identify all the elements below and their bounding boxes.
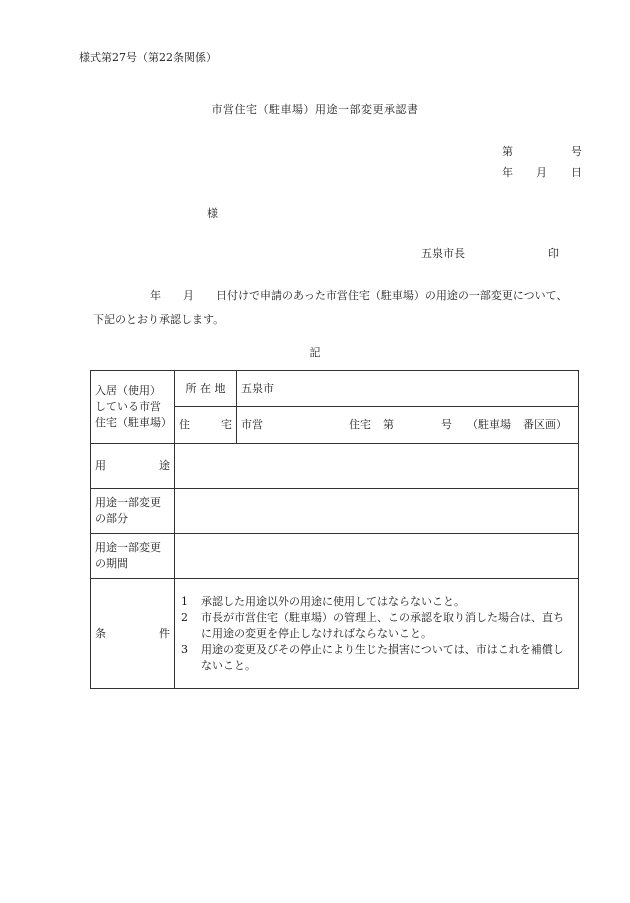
period-value: [175, 534, 579, 579]
document-title: 市営住宅（駐車場）用途一部変更承認書: [211, 103, 419, 116]
document-number-go: 号: [571, 145, 582, 158]
resident-label: 入居（使用）している市営住宅（駐車場）: [91, 371, 175, 444]
body-text-line1: 年 月 日付けで申請のあった市営住宅（駐車場）の用途の一部変更について、: [150, 289, 568, 302]
condition-item: 1 承認した用途以外の用途に使用してはならないこと。: [181, 594, 465, 608]
housing-value: 市営 住宅 第 号 （駐車場 番区画）: [237, 407, 579, 444]
part-label: 用途一部変更の部分: [91, 489, 175, 534]
part-value: [175, 489, 579, 534]
issuer-name: 五泉市長: [421, 247, 465, 260]
addressee-sama: 様: [207, 207, 218, 220]
housing-label: 住 宅: [175, 407, 237, 444]
approval-table: [90, 370, 579, 689]
ki-heading: 記: [309, 346, 321, 359]
date-year: 年: [502, 166, 513, 179]
conditions-label: 条 件: [91, 579, 175, 689]
use-value: [175, 444, 579, 489]
use-label: 用 途: [91, 444, 175, 489]
location-value: 五泉市: [237, 371, 579, 407]
seal-mark: 印: [548, 247, 559, 260]
date-day: 日: [571, 166, 582, 179]
date-month: 月: [536, 166, 547, 179]
condition-item: 3 用途の変更及びその停止により生じた損害については、市はこれを補償しないこと。: [181, 642, 564, 672]
condition-item: 2 市長が市営住宅（駐車場）の管理上、この承認を取り消した場合は、直ちに用途の変更を停止しなければならないこと。: [181, 610, 564, 640]
document-number-dai: 第: [502, 145, 513, 158]
body-text-line2: 下記のとおり承認します。: [93, 313, 225, 326]
form-number: 様式第27号（第22条関係）: [79, 51, 217, 64]
period-label: 用途一部変更の期間: [91, 534, 175, 579]
location-label: 所 在 地: [175, 371, 237, 407]
conditions-list: [175, 579, 579, 689]
